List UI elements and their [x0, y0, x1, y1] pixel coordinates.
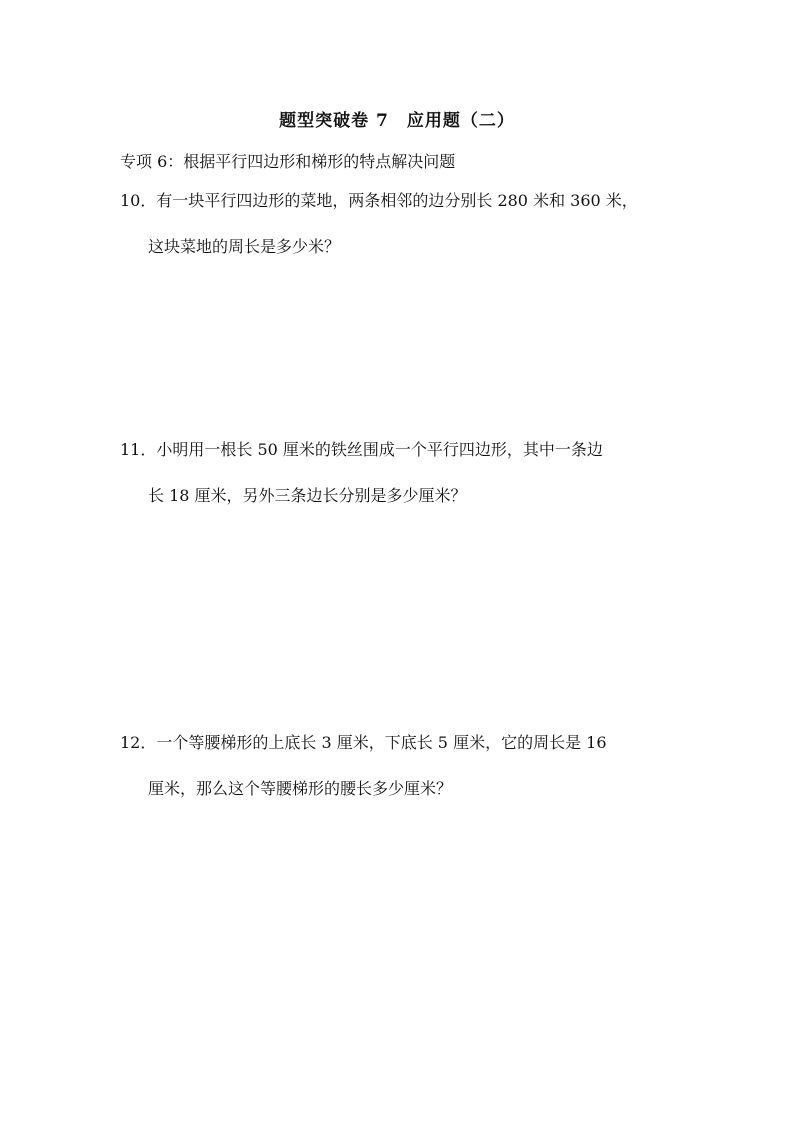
section-heading: 专项 6：根据平行四边形和梯形的特点解决问题 [120, 152, 456, 171]
answer-space-12 [120, 818, 680, 1098]
question-10-line-1: 10．有一块平行四边形的菜地，两条相邻的边分别长 280 米和 360 米， [120, 191, 638, 210]
question-12 [120, 731, 680, 801]
question-12-line-2: 厘米，那么这个等腰梯形的腰长多少厘米？ [148, 779, 453, 798]
answer-space-10 [120, 275, 680, 415]
question-10 [120, 189, 680, 259]
question-12-line-1: 12．一个等腰梯形的上底长 3 厘米，下底长 5 厘米，它的周长是 16 [120, 733, 607, 752]
answer-space-11 [120, 525, 680, 705]
page-title: 题型突破卷 7 应用题（二） [279, 111, 515, 131]
question-11 [120, 438, 680, 508]
question-11-line-1: 11．小明用一根长 50 厘米的铁丝围成一个平行四边形，其中一条边 [120, 440, 603, 459]
question-10-line-2: 这块菜地的周长是多少米？ [148, 237, 341, 256]
question-11-line-2: 长 18 厘米，另外三条边长分别是多少厘米？ [148, 486, 467, 505]
